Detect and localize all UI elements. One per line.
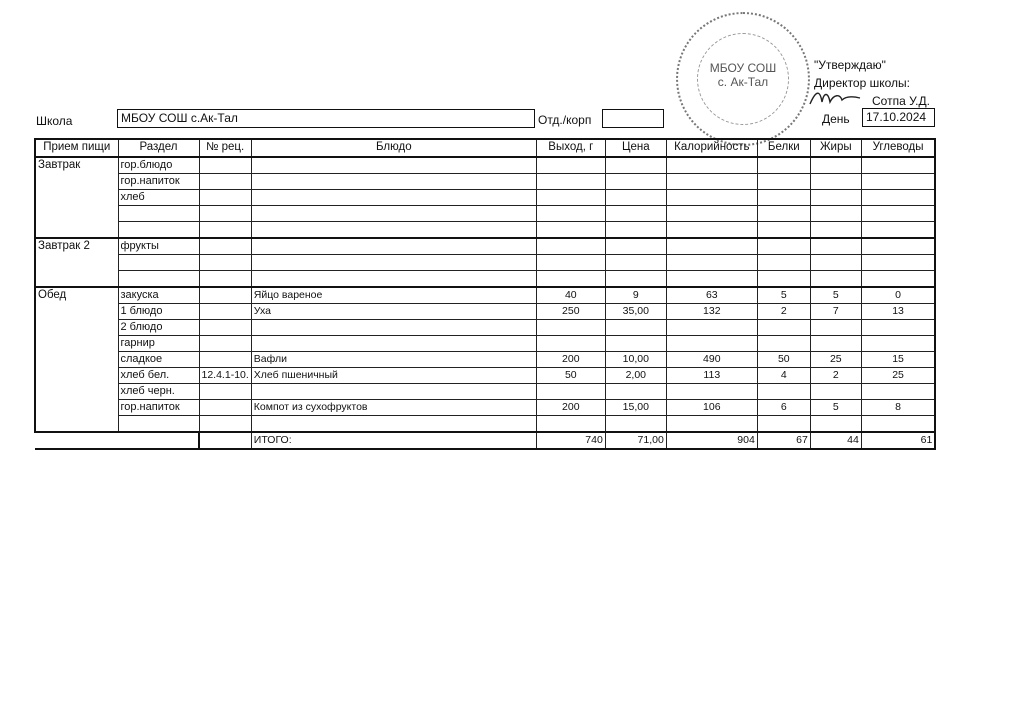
cell-price bbox=[605, 271, 666, 288]
cell-dish bbox=[251, 238, 536, 255]
cell-yield bbox=[536, 157, 605, 174]
table-row bbox=[35, 271, 935, 288]
cell-recipe-no bbox=[199, 157, 251, 174]
cell-yield bbox=[536, 206, 605, 222]
cell-proteins bbox=[757, 336, 810, 352]
cell-calories bbox=[666, 320, 757, 336]
cell-proteins: 50 bbox=[757, 352, 810, 368]
header-dish: Блюдо bbox=[251, 139, 536, 157]
cell-section: 2 блюдо bbox=[118, 320, 199, 336]
cell-price bbox=[605, 190, 666, 206]
cell-calories bbox=[666, 336, 757, 352]
cell-calories bbox=[666, 384, 757, 400]
cell-dish bbox=[251, 416, 536, 433]
cell-carbs bbox=[861, 238, 935, 255]
total-proteins: 67 bbox=[757, 432, 810, 449]
cell-meal bbox=[35, 352, 118, 368]
cell-price bbox=[605, 157, 666, 174]
approval-title: "Утверждаю" bbox=[814, 58, 886, 72]
cell-fats: 7 bbox=[810, 304, 861, 320]
table-row bbox=[35, 174, 935, 190]
cell-meal bbox=[35, 222, 118, 239]
cell-recipe-no bbox=[199, 255, 251, 271]
cell-price bbox=[605, 238, 666, 255]
cell-carbs bbox=[861, 271, 935, 288]
cell-meal: Завтрак bbox=[35, 157, 118, 174]
table-row bbox=[35, 287, 935, 304]
cell-proteins bbox=[757, 255, 810, 271]
cell-yield bbox=[536, 174, 605, 190]
stamp-line-2: с. Ак-Тал bbox=[717, 75, 769, 89]
cell-fats bbox=[810, 336, 861, 352]
header-carbs: Углеводы bbox=[861, 139, 935, 157]
cell-calories: 106 bbox=[666, 400, 757, 416]
cell-calories: 113 bbox=[666, 368, 757, 384]
cell-carbs bbox=[861, 174, 935, 190]
cell-proteins bbox=[757, 271, 810, 288]
cell-recipe-no bbox=[199, 222, 251, 239]
cell-carbs bbox=[861, 222, 935, 239]
table-row bbox=[35, 368, 935, 384]
cell-section bbox=[118, 222, 199, 239]
cell-section: гор.напиток bbox=[118, 174, 199, 190]
cell-calories bbox=[666, 206, 757, 222]
cell-yield: 200 bbox=[536, 400, 605, 416]
header-proteins: Белки bbox=[757, 139, 810, 157]
menu-table-body bbox=[35, 157, 935, 432]
cell-price: 10,00 bbox=[605, 352, 666, 368]
director-name: Сотпа У.Д. bbox=[872, 94, 930, 108]
cell-proteins bbox=[757, 384, 810, 400]
header-price: Цена bbox=[605, 139, 666, 157]
total-blank-2 bbox=[118, 432, 199, 449]
cell-dish bbox=[251, 384, 536, 400]
cell-meal bbox=[35, 206, 118, 222]
cell-carbs: 15 bbox=[861, 352, 935, 368]
official-stamp bbox=[676, 12, 810, 146]
cell-proteins bbox=[757, 416, 810, 433]
total-calories: 904 bbox=[666, 432, 757, 449]
cell-recipe-no bbox=[199, 416, 251, 433]
cell-meal bbox=[35, 271, 118, 288]
cell-dish: Хлеб пшеничный bbox=[251, 368, 536, 384]
cell-calories bbox=[666, 238, 757, 255]
cell-dish bbox=[251, 174, 536, 190]
date-box: 17.10.2024 bbox=[862, 108, 935, 127]
cell-price bbox=[605, 416, 666, 433]
cell-meal: Завтрак 2 bbox=[35, 238, 118, 255]
header-recipe-no: № рец. bbox=[199, 139, 251, 157]
cell-fats bbox=[810, 190, 861, 206]
cell-proteins bbox=[757, 320, 810, 336]
cell-yield bbox=[536, 255, 605, 271]
cell-price bbox=[605, 384, 666, 400]
cell-section bbox=[118, 271, 199, 288]
cell-price bbox=[605, 255, 666, 271]
cell-proteins bbox=[757, 174, 810, 190]
cell-fats bbox=[810, 222, 861, 239]
cell-proteins: 5 bbox=[757, 287, 810, 304]
table-header-row bbox=[35, 139, 935, 157]
cell-carbs bbox=[861, 255, 935, 271]
cell-calories bbox=[666, 271, 757, 288]
cell-carbs bbox=[861, 384, 935, 400]
cell-meal bbox=[35, 255, 118, 271]
cell-recipe-no bbox=[199, 384, 251, 400]
cell-proteins bbox=[757, 157, 810, 174]
cell-fats bbox=[810, 271, 861, 288]
header-fats: Жиры bbox=[810, 139, 861, 157]
cell-price bbox=[605, 222, 666, 239]
cell-yield: 200 bbox=[536, 352, 605, 368]
cell-dish bbox=[251, 222, 536, 239]
cell-fats bbox=[810, 416, 861, 433]
table-row bbox=[35, 352, 935, 368]
cell-recipe-no bbox=[199, 174, 251, 190]
cell-section: 1 блюдо bbox=[118, 304, 199, 320]
table-row bbox=[35, 238, 935, 255]
total-carbs: 61 bbox=[861, 432, 935, 449]
cell-calories: 132 bbox=[666, 304, 757, 320]
table-row bbox=[35, 416, 935, 433]
cell-section: закуска bbox=[118, 287, 199, 304]
cell-recipe-no bbox=[199, 206, 251, 222]
cell-meal bbox=[35, 174, 118, 190]
cell-calories bbox=[666, 157, 757, 174]
cell-proteins bbox=[757, 238, 810, 255]
stamp-line-1: МБОУ СОШ bbox=[709, 61, 777, 75]
cell-proteins: 2 bbox=[757, 304, 810, 320]
cell-meal bbox=[35, 384, 118, 400]
cell-price: 2,00 bbox=[605, 368, 666, 384]
cell-fats: 25 bbox=[810, 352, 861, 368]
school-label: Школа bbox=[36, 114, 73, 128]
cell-section: гарнир bbox=[118, 336, 199, 352]
cell-section: хлеб бел. bbox=[118, 368, 199, 384]
cell-meal bbox=[35, 190, 118, 206]
cell-recipe-no bbox=[199, 304, 251, 320]
table-row bbox=[35, 206, 935, 222]
cell-dish: Яйцо вареное bbox=[251, 287, 536, 304]
cell-price: 9 bbox=[605, 287, 666, 304]
cell-yield bbox=[536, 271, 605, 288]
cell-meal bbox=[35, 320, 118, 336]
cell-carbs bbox=[861, 190, 935, 206]
table-row bbox=[35, 255, 935, 271]
cell-proteins bbox=[757, 206, 810, 222]
dept-label: Отд./корп bbox=[538, 113, 592, 127]
cell-section bbox=[118, 416, 199, 433]
cell-recipe-no bbox=[199, 352, 251, 368]
cell-section: хлеб черн. bbox=[118, 384, 199, 400]
cell-section: гор.блюдо bbox=[118, 157, 199, 174]
cell-calories bbox=[666, 222, 757, 239]
cell-section bbox=[118, 255, 199, 271]
cell-recipe-no bbox=[199, 320, 251, 336]
cell-recipe-no bbox=[199, 287, 251, 304]
cell-fats bbox=[810, 157, 861, 174]
cell-carbs bbox=[861, 157, 935, 174]
cell-fats bbox=[810, 320, 861, 336]
cell-dish bbox=[251, 190, 536, 206]
cell-carbs bbox=[861, 320, 935, 336]
cell-carbs bbox=[861, 206, 935, 222]
cell-price bbox=[605, 174, 666, 190]
cell-calories bbox=[666, 174, 757, 190]
menu-table bbox=[34, 138, 936, 450]
cell-yield: 50 bbox=[536, 368, 605, 384]
cell-proteins bbox=[757, 190, 810, 206]
cell-calories bbox=[666, 255, 757, 271]
cell-dish: Уха bbox=[251, 304, 536, 320]
cell-yield bbox=[536, 384, 605, 400]
cell-carbs: 8 bbox=[861, 400, 935, 416]
cell-price bbox=[605, 336, 666, 352]
table-row bbox=[35, 320, 935, 336]
total-label: ИТОГО: bbox=[251, 432, 536, 449]
cell-fats bbox=[810, 174, 861, 190]
cell-recipe-no bbox=[199, 336, 251, 352]
cell-price bbox=[605, 206, 666, 222]
cell-carbs: 0 bbox=[861, 287, 935, 304]
cell-dish bbox=[251, 320, 536, 336]
day-label: День bbox=[822, 112, 850, 126]
cell-price bbox=[605, 320, 666, 336]
cell-proteins: 4 bbox=[757, 368, 810, 384]
cell-price: 15,00 bbox=[605, 400, 666, 416]
cell-calories: 490 bbox=[666, 352, 757, 368]
cell-calories bbox=[666, 416, 757, 433]
cell-section: хлеб bbox=[118, 190, 199, 206]
school-name-field: МБОУ СОШ с.Ак-Тал bbox=[117, 109, 535, 128]
cell-yield bbox=[536, 416, 605, 433]
cell-dish bbox=[251, 157, 536, 174]
cell-carbs bbox=[861, 416, 935, 433]
total-blank-1 bbox=[35, 432, 118, 449]
total-row bbox=[35, 432, 935, 449]
cell-yield bbox=[536, 336, 605, 352]
table-row bbox=[35, 190, 935, 206]
cell-fats: 2 bbox=[810, 368, 861, 384]
cell-dish bbox=[251, 255, 536, 271]
cell-calories bbox=[666, 190, 757, 206]
cell-dish bbox=[251, 271, 536, 288]
cell-dish: Компот из сухофруктов bbox=[251, 400, 536, 416]
cell-recipe-no: 12.4.1-10. bbox=[199, 368, 251, 384]
cell-fats: 5 bbox=[810, 400, 861, 416]
cell-meal bbox=[35, 416, 118, 433]
cell-recipe-no bbox=[199, 400, 251, 416]
table-row bbox=[35, 222, 935, 239]
table-row bbox=[35, 304, 935, 320]
cell-dish bbox=[251, 206, 536, 222]
cell-proteins: 6 bbox=[757, 400, 810, 416]
cell-fats bbox=[810, 255, 861, 271]
cell-section bbox=[118, 206, 199, 222]
header-calories: Калорийность bbox=[666, 139, 757, 157]
cell-dish: Вафли bbox=[251, 352, 536, 368]
cell-section: фрукты bbox=[118, 238, 199, 255]
cell-meal bbox=[35, 400, 118, 416]
table-row bbox=[35, 336, 935, 352]
cell-section: сладкое bbox=[118, 352, 199, 368]
cell-fats bbox=[810, 238, 861, 255]
table-row bbox=[35, 384, 935, 400]
cell-yield bbox=[536, 320, 605, 336]
total-recipe-cell bbox=[199, 432, 251, 449]
cell-calories: 63 bbox=[666, 287, 757, 304]
cell-meal bbox=[35, 336, 118, 352]
cell-fats: 5 bbox=[810, 287, 861, 304]
cell-recipe-no bbox=[199, 238, 251, 255]
cell-carbs bbox=[861, 336, 935, 352]
table-row bbox=[35, 400, 935, 416]
approval-position: Директор школы: bbox=[814, 76, 910, 90]
total-yield: 740 bbox=[536, 432, 605, 449]
total-fats: 44 bbox=[810, 432, 861, 449]
cell-meal bbox=[35, 304, 118, 320]
cell-yield bbox=[536, 190, 605, 206]
cell-dish bbox=[251, 336, 536, 352]
table-row bbox=[35, 157, 935, 174]
director-signature bbox=[806, 86, 866, 110]
cell-yield: 40 bbox=[536, 287, 605, 304]
cell-price: 35,00 bbox=[605, 304, 666, 320]
cell-fats bbox=[810, 384, 861, 400]
cell-fats bbox=[810, 206, 861, 222]
cell-meal bbox=[35, 368, 118, 384]
header-yield: Выход, г bbox=[536, 139, 605, 157]
cell-section: гор.напиток bbox=[118, 400, 199, 416]
dept-field bbox=[602, 109, 664, 128]
cell-carbs: 25 bbox=[861, 368, 935, 384]
cell-yield bbox=[536, 238, 605, 255]
total-price: 71,00 bbox=[605, 432, 666, 449]
cell-yield bbox=[536, 222, 605, 239]
header-meal: Прием пищи bbox=[35, 139, 118, 157]
cell-recipe-no bbox=[199, 271, 251, 288]
header-section: Раздел bbox=[118, 139, 199, 157]
cell-recipe-no bbox=[199, 190, 251, 206]
cell-yield: 250 bbox=[536, 304, 605, 320]
cell-proteins bbox=[757, 222, 810, 239]
cell-meal: Обед bbox=[35, 287, 118, 304]
cell-carbs: 13 bbox=[861, 304, 935, 320]
